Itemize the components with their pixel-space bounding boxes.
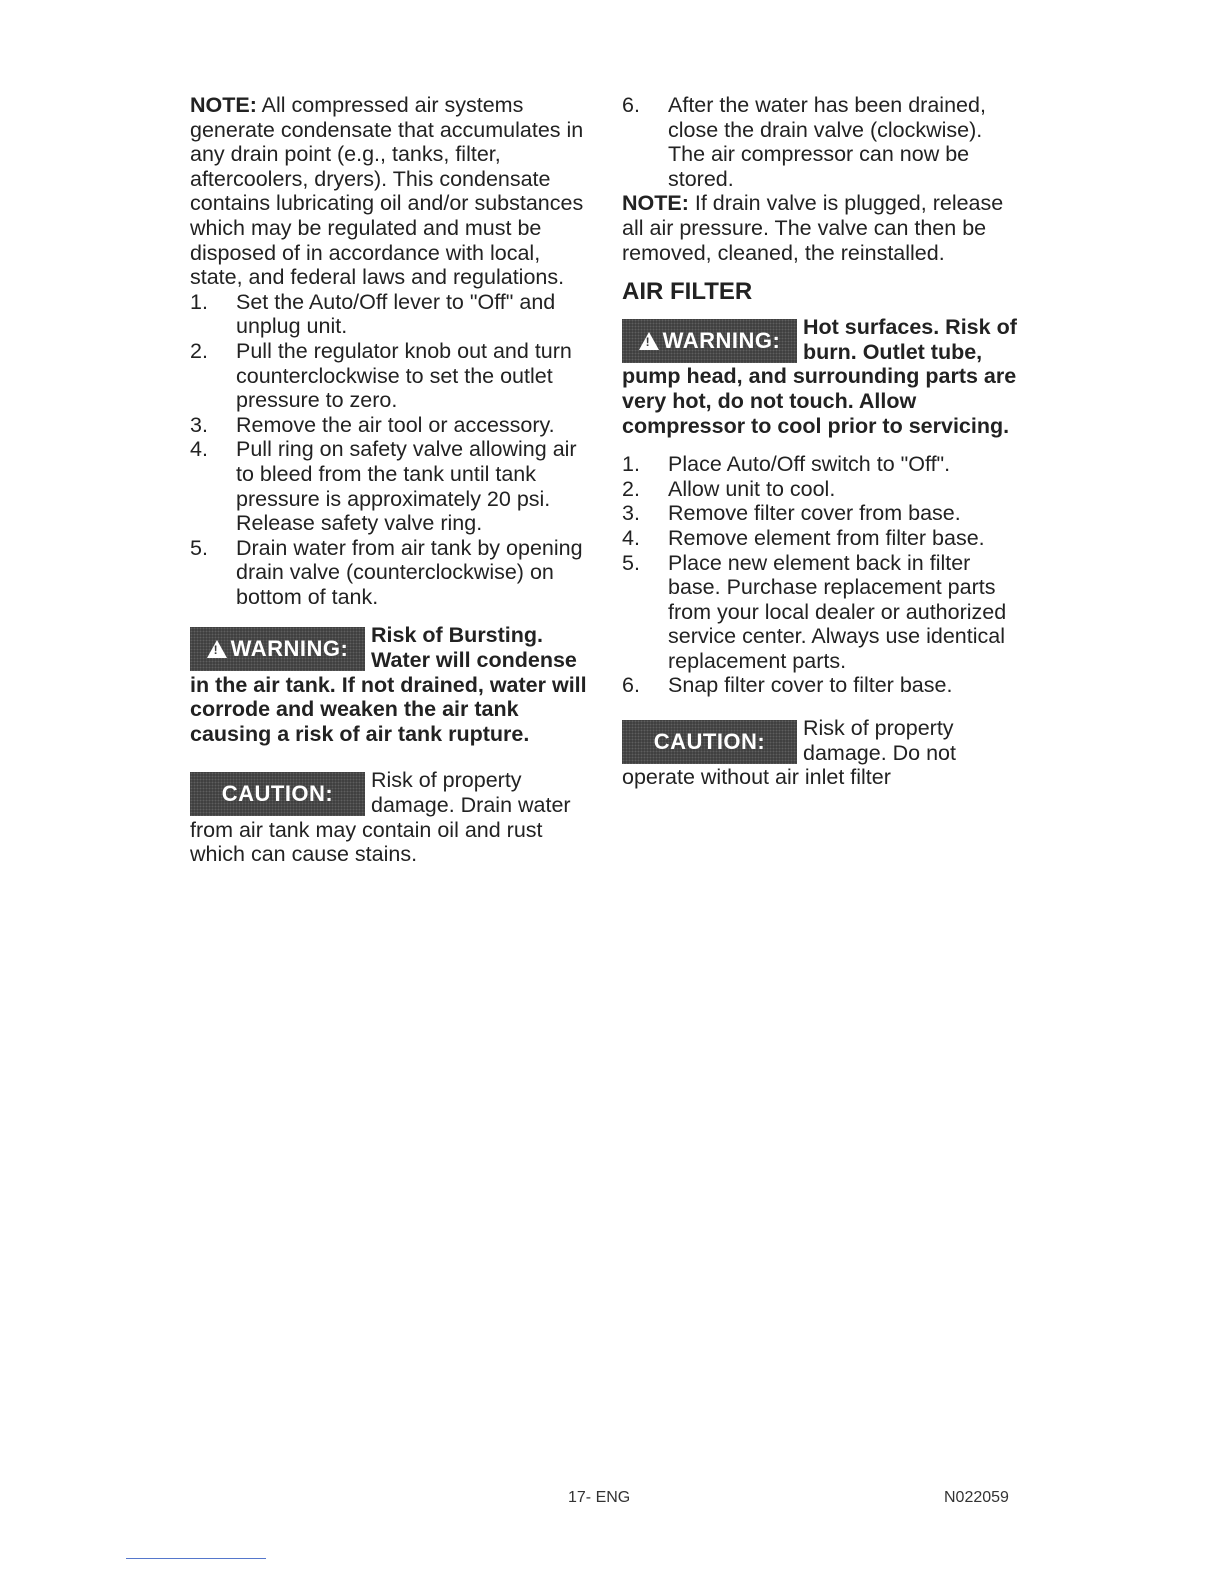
list-item [622, 501, 1017, 526]
step-text: After the water has been drained, close the drain valve (clockwise). The air compressor can now be stored. [668, 93, 986, 191]
warning-badge-label: WARNING: [230, 636, 349, 662]
step-text: Remove element from filter base. [668, 525, 985, 550]
note-paragraph [190, 93, 590, 290]
list-item [190, 339, 590, 413]
drain-steps-list [190, 290, 590, 610]
step-text: Set the Auto/Off lever to "Off" and unplug unit. [236, 289, 556, 339]
note-text: All compressed air systems generate condensate that accumulates in any drain point (e.g., tanks, filter, aftercoolers, dryers). This condensate contains lubricating oil and/or substances which may be regulated and must be disposed of in accordance with local, state, and federal laws and regulations. [190, 93, 584, 290]
step-text: Allow unit to cool. [668, 476, 836, 501]
note-paragraph [622, 191, 1017, 265]
step-number: 3. [622, 501, 640, 526]
caution-badge-label: CAUTION: [221, 781, 334, 807]
step-text: Remove filter cover from base. [668, 501, 961, 526]
divider [126, 1558, 266, 1559]
step-text: Remove the air tool or accessory. [236, 412, 555, 437]
step-text: Snap filter cover to filter base. [668, 673, 953, 698]
list-item [190, 536, 590, 610]
caution-badge [190, 772, 365, 816]
list-item [622, 551, 1017, 674]
step-text: Place new element back in filter base. Purchase replacement parts from your local dealer or authorized service center. Always use identical replacement parts. [668, 550, 1007, 673]
note-label: NOTE: [190, 93, 257, 117]
list-item [622, 477, 1017, 502]
step-number: 5. [190, 535, 208, 560]
list-item [622, 452, 1017, 477]
warning-notice [622, 315, 1017, 438]
step-number: 6. [622, 673, 640, 698]
warning-badge [622, 319, 797, 363]
caution-notice [622, 716, 1017, 790]
warning-text: Hot surfaces. Risk of burn. Outlet tube, pump head, and surrounding parts are very hot, do not touch. Allow compressor to cool prior to servicing. [622, 315, 1017, 438]
list-item [622, 673, 1017, 698]
step-number: 5. [622, 550, 640, 575]
section-title: AIR FILTER [622, 278, 753, 306]
right-column [622, 93, 1017, 790]
step-text: Pull ring on safety valve allowing air to bleed from the tank until tank pressure is approximately 20 psi. Release safety valve ring. [236, 437, 577, 536]
note-text: If drain valve is plugged, release all air pressure. The valve can then be removed, cleaned, the reinstalled. [622, 191, 1004, 265]
step-number: 3. [190, 412, 208, 437]
list-item [622, 93, 1017, 191]
caution-badge-label: CAUTION: [653, 728, 766, 754]
left-column [190, 93, 590, 867]
list-item [622, 526, 1017, 551]
warning-triangle-icon [207, 640, 227, 658]
step-text: Place Auto/Off switch to "Off". [668, 452, 951, 477]
step-number: 2. [622, 476, 640, 501]
caution-text: Risk of property damage. Drain water from air tank may contain oil and rust which can cause stains. [190, 768, 571, 867]
drain-step-continued [622, 93, 1017, 191]
list-item [190, 437, 590, 535]
list-item [190, 413, 590, 438]
caution-text: Risk of property damage. Do not operate without air inlet filter [622, 716, 956, 790]
note-label: NOTE: [622, 191, 689, 216]
caution-notice [190, 768, 590, 866]
air-filter-steps-list [622, 452, 1017, 698]
warning-text: Risk of Bursting. Water will condense in the air tank. If not drained, water will corrode and weaken the air tank causing a risk of air tank rupture. [190, 623, 587, 746]
document-code: N022059 [944, 1489, 1009, 1506]
caution-badge [622, 720, 797, 764]
warning-badge [190, 627, 365, 671]
page-number: 17- ENG [568, 1489, 631, 1506]
step-number: 4. [190, 437, 208, 462]
list-item [190, 290, 590, 339]
step-number: 4. [622, 525, 640, 550]
step-number: 2. [190, 338, 208, 363]
warning-triangle-icon [639, 332, 659, 350]
step-number: 6. [622, 93, 640, 117]
step-text: Drain water from air tank by opening drain valve (counterclockwise) on bottom of tank. [236, 535, 583, 609]
step-number: 1. [622, 452, 640, 477]
step-text: Pull the regulator knob out and turn counterclockwise to set the outlet pressure to zero. [236, 338, 572, 413]
step-number: 1. [190, 289, 208, 314]
warning-badge-label: WARNING: [662, 327, 781, 353]
warning-notice [190, 623, 590, 746]
